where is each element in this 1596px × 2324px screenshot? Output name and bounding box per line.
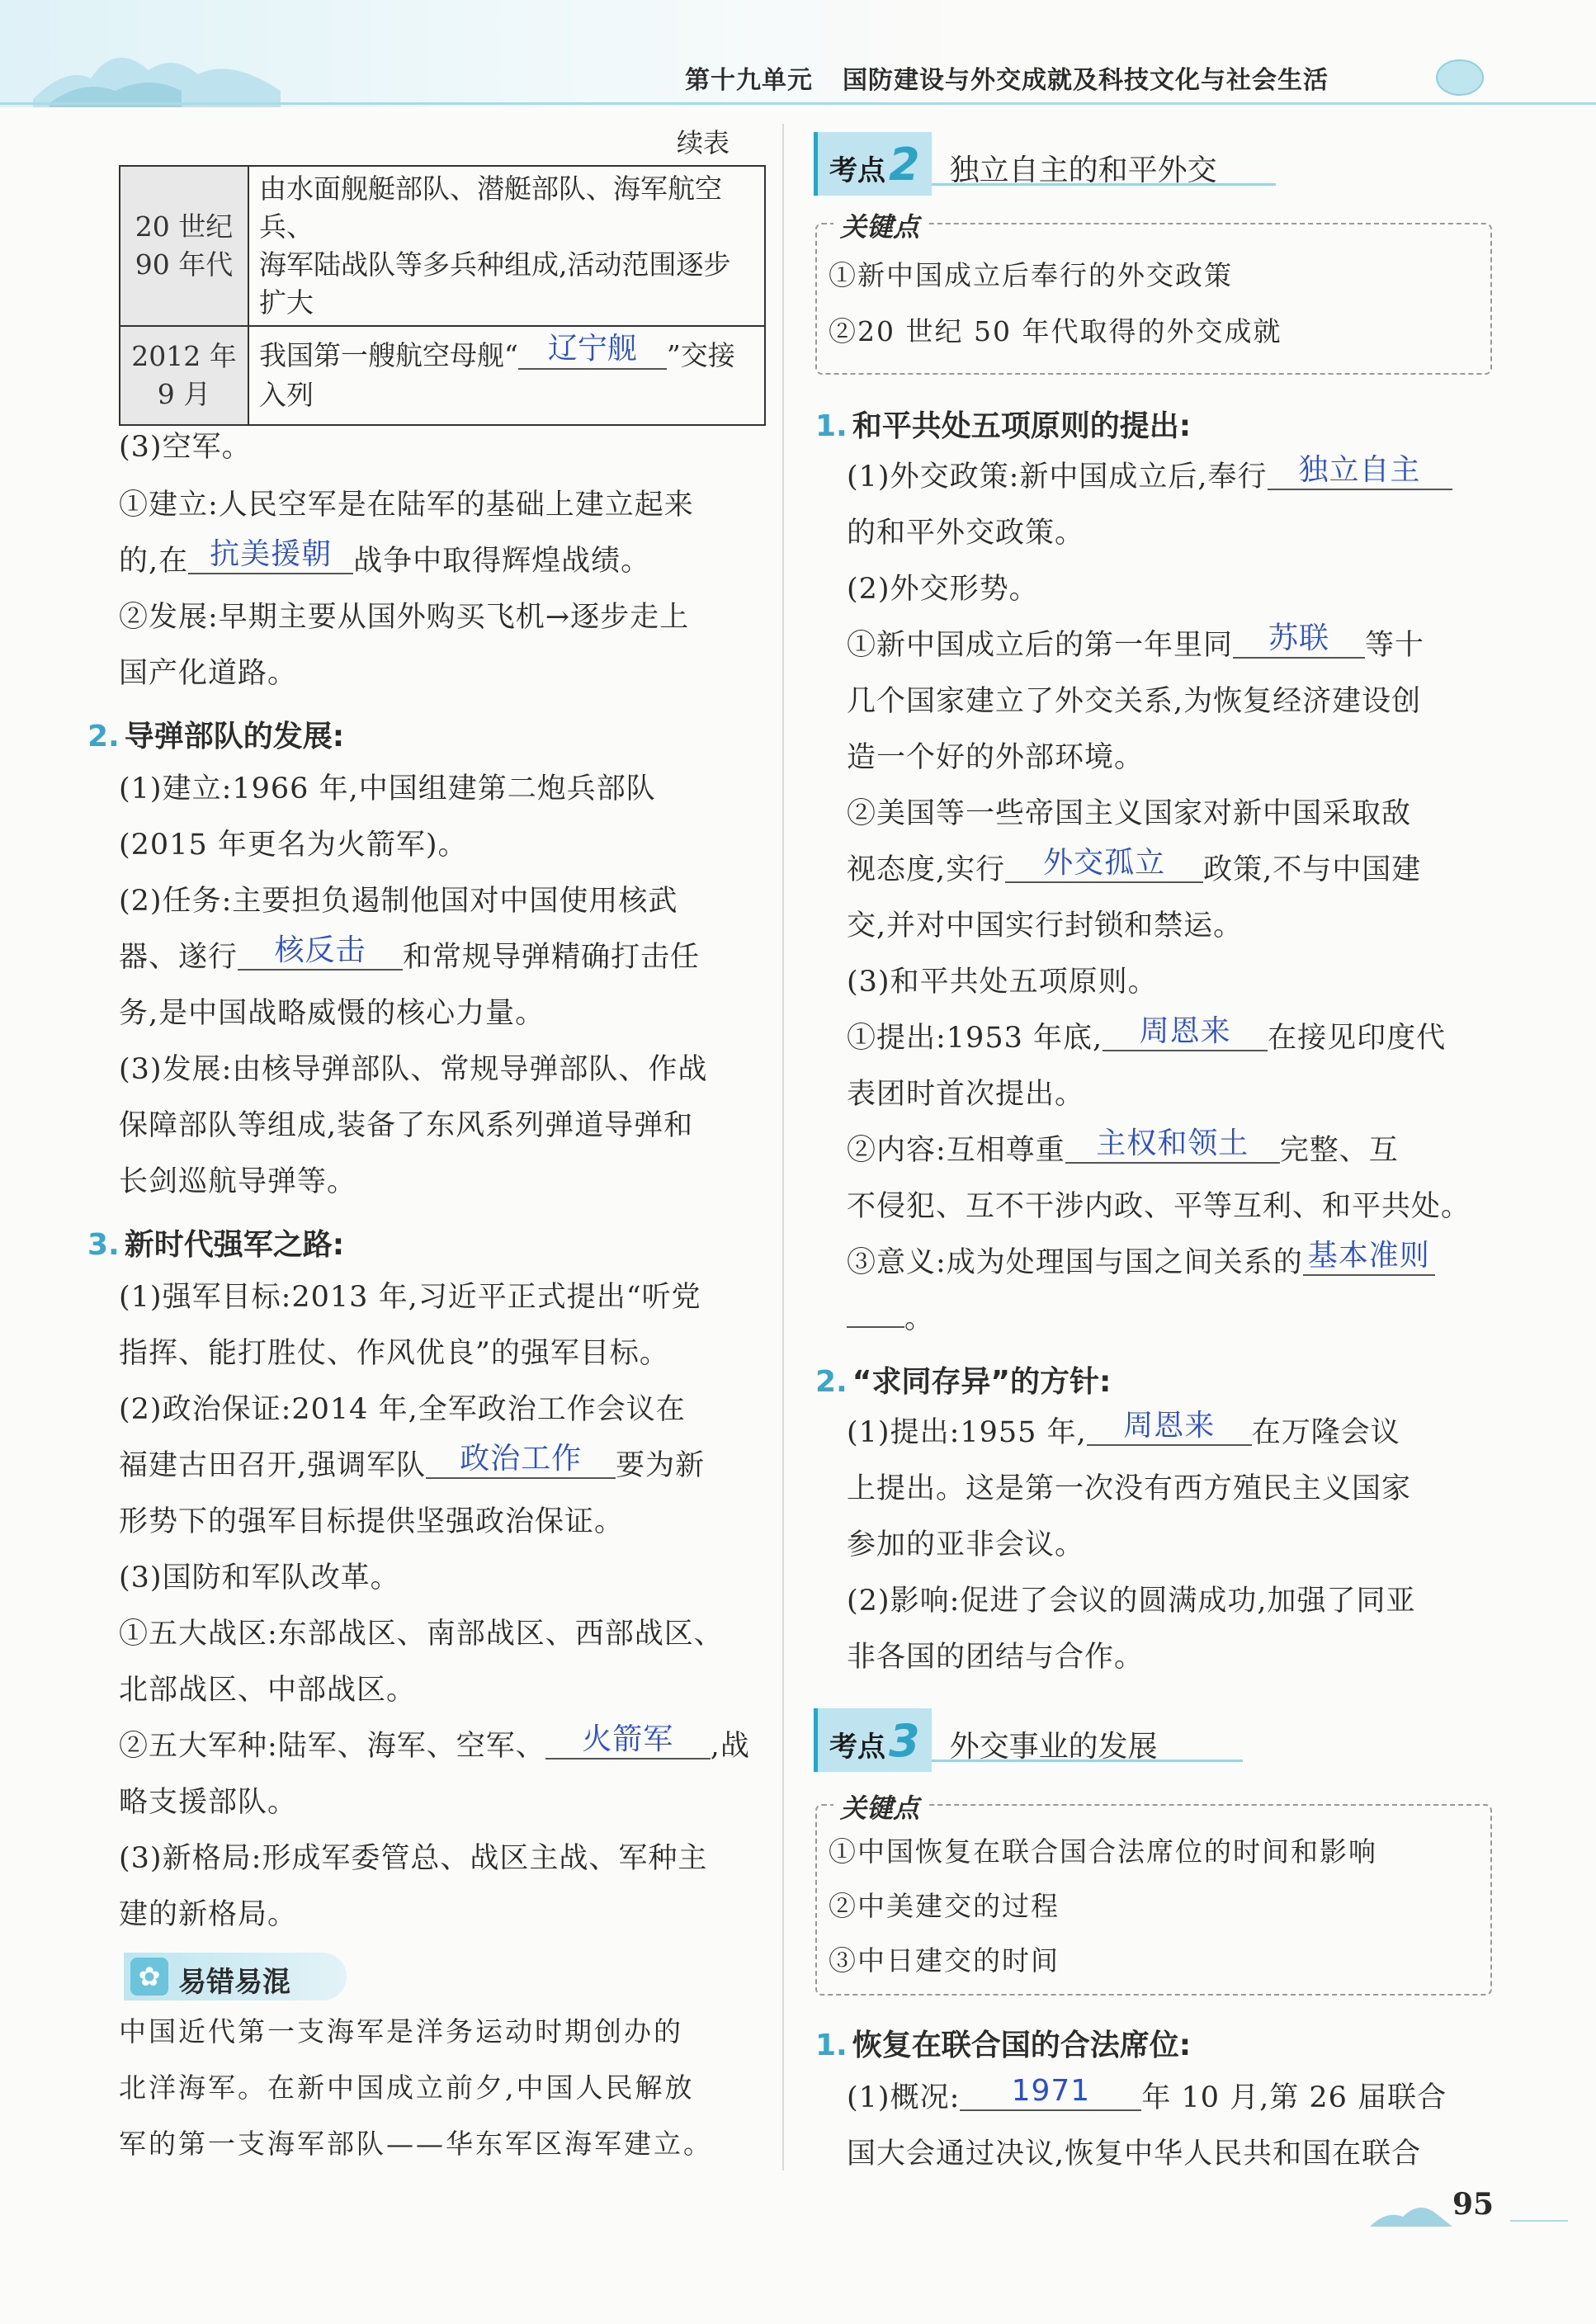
section-title-text: “求同存异”的方针: [852,1365,1112,1399]
column-divider [782,124,784,2170]
table-year-cell: 2012 年 9 月 [120,326,248,425]
section-title-text: 恢复在联合国的合法席位: [852,2029,1192,2062]
text-line: 中国近代第一支海军是洋务运动时期创办的 [119,2015,683,2048]
text: 战争中取得辉煌战绩。 [353,545,651,578]
text: ①提出:1953 年底, [847,1022,1103,1055]
text-line: 表团时首次提出。 [847,1078,1085,1111]
text-line: 形势下的强军目标提供坚强政治保证。 [119,1505,625,1538]
blank-continuation [847,1326,904,1328]
text: ②内容:互相尊重 [847,1134,1065,1167]
air-force-heading: (3)空军。 [119,431,252,464]
exam-point-3 [814,1708,1243,1767]
text-line: 长剑巡航导弹等。 [119,1165,357,1198]
text-line: 建的新格局。 [119,1898,298,1931]
table-text-line: 入列 [259,379,314,411]
text-line: (2015 年更名为火箭军)。 [119,829,468,862]
table-text-line: 海军陆战队等多兵种组成,活动范围逐步 [259,248,731,281]
section-number: 2. [815,1365,848,1399]
text: (1)概况: [847,2081,961,2114]
text-line: 北部战区、中部战区。 [119,1674,417,1707]
key-point-item: ③中日建交的时间 [829,1944,1060,1977]
answer-blank: 核反击 [238,933,403,971]
text-line [119,1722,750,1766]
text-line: 造一个好的外部环境。 [847,741,1145,774]
flower-icon: ✿ [130,1958,168,1996]
text: 的,在 [119,545,189,578]
text-line: 北洋海军。在新中国成立前夕,中国人民解放 [119,2071,695,2104]
text: (1)提出:1955 年, [847,1416,1087,1449]
table-text-line [259,332,754,376]
answer-blank: 辽宁舰 [518,330,667,370]
section-number: 2. [87,720,120,753]
text-line: 保障部队等组成,装备了东风系列弹道导弹和 [119,1109,694,1142]
mountain-decoration-icon [33,33,281,107]
text: ②五大军种:陆军、海军、空军、 [119,1730,545,1763]
text-line [847,1301,934,1337]
text: 要为新 [616,1449,706,1482]
text-line: 指挥、能打胜仗、作风优良”的强军目标。 [119,1337,669,1370]
answer-blank: 周恩来 [1087,1408,1252,1446]
page-number: 95 [1452,2187,1494,2222]
text-line [847,621,1425,665]
text-line: (3)发展:由核导弹部队、常规导弹部队、作战 [119,1053,708,1086]
key-points-label: 关键点 [833,1788,926,1826]
text-line: 国产化道路。 [119,657,298,690]
answer-blank: 外交孤立 [1005,845,1203,883]
exam-point-title: 外交事业的发展 [949,1730,1158,1764]
exam-point-label: 考点 [829,154,885,187]
text-line: ②美国等一些帝国主义国家对新中国采取敌 [847,797,1412,830]
text-line: (1)强军目标:2013 年,习近平正式提出“听党 [119,1281,701,1314]
table-year-cell: 20 世纪 90 年代 [120,166,248,326]
text-line [847,1239,1435,1282]
text: 在接见印度代 [1268,1022,1447,1055]
unit-label: 第十九单元 [685,66,813,95]
text-line: 国大会通过决议,恢复中华人民共和国在联合 [847,2137,1422,2170]
text-line [847,2074,1447,2118]
table-row [120,166,765,326]
answer-blank: 周恩来 [1103,1013,1268,1051]
text: 完整、互 [1279,1134,1399,1167]
text-line: 参加的亚非会议。 [847,1528,1085,1561]
section-title [815,1358,1111,1401]
key-points-label: 关键点 [833,206,926,244]
text-line [119,933,701,977]
text-line: (2)影响:促进了会议的圆满成功,加强了同亚 [847,1585,1416,1618]
answer-blank: 基本准则 [1303,1238,1435,1276]
error-prone-title: 易错易混 [178,1966,290,1999]
section-title [815,403,1191,445]
text-line [119,537,651,581]
text-line: 上提出。这是第一次没有西方殖民主义国家 [847,1472,1412,1505]
text-line: 交,并对中国实行封锁和禁运。 [847,909,1244,942]
text-line: ②发展:早期主要从国外购买飞机→逐步走上 [119,601,690,634]
exam-point-2 [814,132,1276,191]
text: 。 [904,1302,935,1335]
continued-table [119,165,766,426]
text-line [847,1014,1447,1058]
answer-blank: 1971 [960,2073,1141,2111]
key-points-box [815,1793,1492,1996]
answer-blank: 苏联 [1233,621,1365,659]
text: 等十 [1365,629,1425,662]
section-title-text: 新时代强军之路: [124,1228,345,1262]
text-line: 不侵犯、互不干涉内政、平等互利、和平共处。 [847,1190,1471,1223]
text: ”交接 [666,339,735,371]
table-text-cell [248,326,765,425]
text-line: ①五大战区:东部战区、南部战区、西部战区、 [119,1618,724,1651]
table-text-line: 扩大 [259,286,314,319]
text: 视态度,实行 [847,853,1006,886]
text-line: ①建立:人民空军是在陆军的基础上建立起来 [119,489,694,522]
answer-blank: 主权和领土 [1065,1126,1280,1164]
text-line: (3)和平共处五项原则。 [847,966,1158,999]
text-line: (3)新格局:形成军委管总、战区主战、军种主 [119,1842,708,1875]
text: 在万隆会议 [1251,1416,1400,1449]
key-point-item: ②中美建交的过程 [829,1890,1060,1922]
text-line: (2)任务:主要担负遏制他国对中国使用核武 [119,885,678,918]
key-point-item: ①中国恢复在联合国合法席位的时间和影响 [829,1835,1377,1868]
text-line [847,846,1422,890]
text: (1)外交政策:新中国成立后,奉行 [847,461,1268,494]
text-line: 非各国的团结与合作。 [847,1641,1145,1674]
exam-point-number: 2 [889,139,920,191]
text-line: 略支援部队。 [119,1786,298,1819]
text-line: (1)建立:1966 年,中国组建第二炮兵部队 [119,772,656,805]
text-line: (2)外交形势。 [847,573,1039,606]
text-line [847,1409,1400,1452]
key-point-item: ②20 世纪 50 年代取得的外交成就 [829,315,1282,347]
text-line [119,1442,706,1486]
section-number: 1. [815,409,848,443]
header-emblem-icon [1436,59,1484,96]
text-line: 几个国家建立了外交关系,为恢复经济建设创 [847,685,1422,718]
text-line: (3)国防和军队改革。 [119,1561,400,1594]
answer-blank: 火箭军 [545,1722,711,1760]
key-points-box [815,211,1492,375]
key-point-item: ①新中国成立后奉行的外交政策 [829,259,1233,291]
page-header [685,59,1358,96]
header-rule [0,102,1596,105]
text: 年 10 月,第 26 届联合 [1141,2081,1447,2114]
exam-point-title: 独立自主的和平外交 [949,154,1217,187]
answer-blank: 抗美援朝 [188,536,353,574]
text: 我国第一艘航空母舰“ [259,339,518,371]
section-title [815,2022,1191,2064]
section-title-text: 和平共处五项原则的提出: [852,409,1192,443]
exam-point-number: 3 [889,1715,920,1767]
text-line [847,1127,1399,1170]
error-prone-box [124,1953,347,2000]
table-text-cell [248,166,765,326]
text-line: 的和平外交政策。 [847,517,1085,550]
section-title [87,1221,344,1264]
text-line: 军的第一支海军部队——华东军区海军建立。 [119,2128,713,2160]
text: ,战 [710,1730,750,1763]
answer-blank: 政治工作 [426,1441,616,1479]
text: 福建古田召开,强调军队 [119,1449,427,1482]
table-row [120,326,765,425]
table-text-line: 由水面舰艇部队、潜艇部队、海军航空兵、 [259,172,722,243]
exam-point-tag [814,1708,932,1772]
text: ①新中国成立后的第一年里同 [847,629,1234,662]
answer-blank: 独立自主 [1268,452,1452,490]
text: ③意义:成为处理国与国之间关系的 [847,1246,1303,1279]
section-title [87,713,344,755]
unit-title: 国防建设与外交成就及科技文化与社会生活 [843,66,1329,95]
mountain-decoration-icon [1370,2195,1452,2228]
text: 政策,不与中国建 [1203,853,1422,886]
section-title-text: 导弹部队的发展: [124,720,345,753]
exam-point-tag [814,132,932,196]
footer-rule [1510,2220,1568,2222]
text-line [847,453,1452,497]
text: 和常规导弹精确打击任 [403,941,701,974]
exam-point-label: 考点 [829,1731,885,1764]
text-line: (2)政治保证:2014 年,全军政治工作会议在 [119,1393,686,1426]
text: 器、遂行 [119,941,238,974]
table-continued-label: 续表 [677,127,730,158]
section-number: 3. [87,1228,120,1262]
text-line: 务,是中国战略威慑的核心力量。 [119,997,545,1030]
section-number: 1. [815,2029,848,2062]
